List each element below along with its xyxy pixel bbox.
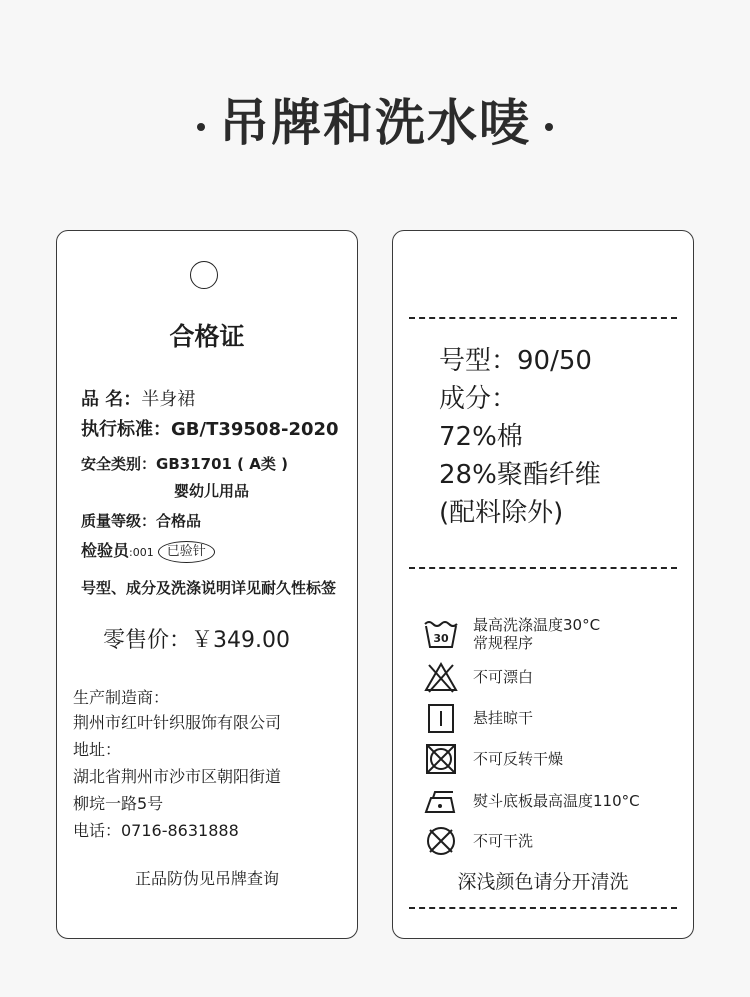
standard-row — [81, 415, 339, 441]
safety-label: 安全类别： — [81, 455, 157, 473]
care-row-iron — [423, 785, 640, 817]
care-row-dry-clean — [423, 825, 533, 857]
standard-value: GB/T39508-2020 — [171, 419, 339, 440]
price-label: 零售价： — [103, 628, 192, 653]
wash-label-card — [392, 230, 694, 939]
care-label-dry-clean: 不可干洗 — [473, 832, 534, 850]
manufacturer-label: 生产制造商： — [73, 688, 170, 707]
tag-heading: 合格证 — [169, 322, 245, 351]
wash-30-icon — [423, 618, 459, 650]
title-dot-left — [197, 123, 205, 131]
iron-110-icon — [423, 785, 459, 817]
no-bleach-icon — [423, 661, 459, 693]
inspector-stamp: 已验针 — [158, 541, 215, 563]
grade-value: 合格品 — [156, 512, 202, 530]
care-label-hang-dry: 悬挂晾干 — [473, 709, 534, 727]
fiber-cotton: 72%棉 — [439, 422, 523, 452]
dashed-divider-top — [409, 317, 677, 319]
fiber-polyester: 28%聚酯纤维 — [439, 460, 601, 490]
price-value: ￥349.00 — [191, 628, 290, 653]
product-name-label: 品 名： — [81, 389, 142, 410]
safety-note: 婴幼儿用品 — [174, 482, 250, 500]
product-name-value: 半身裙 — [141, 389, 196, 410]
address-line2: 柳垸一路5号 — [73, 794, 164, 813]
color-separate-note: 深浅颜色请分开清洗 — [457, 871, 629, 893]
standard-label: 执行标准： — [81, 419, 171, 440]
grade-row — [81, 510, 201, 531]
care-row-wash — [423, 616, 600, 652]
exclusion-note: (配料除外) — [439, 498, 564, 528]
care-wash-line1: 最高洗涤温度30°C — [473, 616, 601, 634]
care-note: 号型、成分及洗涤说明详见耐久性标签 — [81, 579, 337, 597]
care-row-tumble — [423, 743, 563, 775]
dashed-divider-middle — [409, 567, 677, 569]
safety-value: GB31701 ( A类 ) — [156, 455, 288, 473]
manufacturer-value: 荆州市红叶针织服饰有限公司 — [73, 713, 282, 732]
phone: 电话：0716-8631888 — [73, 821, 239, 840]
care-label-wash — [473, 616, 600, 652]
dashed-divider-bottom — [409, 907, 677, 909]
care-wash-line2: 常规程序 — [473, 634, 534, 652]
care-row-hang-dry — [423, 702, 533, 734]
care-row-bleach — [423, 661, 533, 693]
inspector-label: 检验员 — [81, 541, 130, 560]
no-dry-clean-icon — [423, 825, 459, 857]
inspector-row — [81, 538, 215, 563]
page-title — [0, 88, 750, 158]
anti-counterfeit-note: 正品防伪见吊牌查询 — [134, 869, 279, 888]
product-name-row — [81, 385, 195, 411]
tag-hole-icon — [190, 261, 218, 289]
hang-dry-icon — [423, 702, 459, 734]
safety-row — [81, 453, 288, 474]
address-line1: 湖北省荆州市沙市区朝阳街道 — [73, 767, 282, 786]
care-label-bleach: 不可漂白 — [473, 668, 534, 686]
care-label-tumble: 不可反转干燥 — [473, 750, 564, 768]
no-tumble-dry-icon — [423, 743, 459, 775]
grade-label: 质量等级： — [81, 512, 157, 530]
page-title-text: 吊牌和洗水唛 — [219, 94, 531, 152]
address-label: 地址： — [73, 740, 122, 759]
price-row — [103, 623, 290, 654]
composition-label: 成分： — [439, 384, 518, 414]
inspector-code: :001 — [129, 546, 154, 559]
care-label-iron: 熨斗底板最高温度110°C — [473, 792, 640, 810]
title-dot-right — [545, 123, 553, 131]
wash-temp-number: 30 — [433, 632, 449, 645]
size-text: 号型：90/50 — [439, 346, 592, 376]
hang-tag-card — [56, 230, 358, 939]
